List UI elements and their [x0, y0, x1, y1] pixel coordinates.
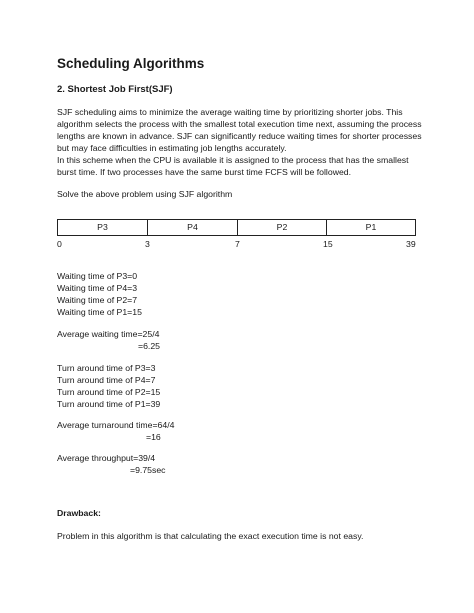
gantt-chart — [57, 219, 416, 236]
turnaround-time-line: Turn around time of P3=3 — [57, 363, 156, 373]
waiting-time-line: Waiting time of P1=15 — [57, 307, 142, 317]
paragraph-line: lengths are known in advance. SJF can significantly reduce waiting times for shorter processes — [57, 131, 422, 141]
average-waiting-result: =6.25 — [138, 341, 160, 351]
paragraph-line: but may face difficulties in estimating job lengths accurately. — [57, 143, 287, 153]
drawback-heading: Drawback: — [57, 508, 101, 518]
gantt-time-label: 15 — [323, 239, 333, 249]
paragraph-line: SJF scheduling aims to minimize the average waiting time by prioritizing shorter jobs. This — [57, 107, 403, 117]
average-turnaround-result: =16 — [146, 432, 161, 442]
document-title: Scheduling Algorithms — [57, 56, 205, 71]
paragraph-line: algorithm selects the process with the smallest total execution time next, assuming the process — [57, 119, 422, 129]
gantt-time-label: 3 — [145, 239, 150, 249]
average-waiting-time: Average waiting time=25/4 — [57, 329, 160, 339]
gantt-time-label: 7 — [235, 239, 240, 249]
waiting-time-line: Waiting time of P4=3 — [57, 283, 138, 293]
waiting-time-line: Waiting time of P2=7 — [57, 295, 138, 305]
average-turnaround-time: Average turnaround time=64/4 — [57, 420, 175, 430]
drawback-text: Problem in this algorithm is that calculating the exact execution time is not easy. — [57, 531, 364, 541]
gantt-time-label: 0 — [57, 239, 62, 249]
gantt-cell-p2: P2 — [238, 220, 327, 235]
gantt-cell-p4: P4 — [148, 220, 238, 235]
section-heading: 2. Shortest Job First(SJF) — [57, 84, 173, 95]
instruction-text: Solve the above problem using SJF algorithm — [57, 189, 233, 199]
turnaround-time-line: Turn around time of P2=15 — [57, 387, 161, 397]
turnaround-time-line: Turn around time of P4=7 — [57, 375, 156, 385]
paragraph-line: burst time. If two processes have the same burst time FCFS will be followed. — [57, 167, 352, 177]
gantt-cell-p3: P3 — [58, 220, 148, 235]
turnaround-time-line: Turn around time of P1=39 — [57, 399, 161, 409]
gantt-cell-p1: P1 — [365, 222, 377, 232]
waiting-time-line: Waiting time of P3=0 — [57, 271, 138, 281]
average-throughput: Average throughput=39/4 — [57, 453, 156, 463]
average-throughput-result: =9.75sec — [130, 465, 166, 475]
paragraph-line: In this scheme when the CPU is available it is assigned to the process that has the smallest — [57, 155, 409, 165]
gantt-time-label: 39 — [406, 239, 416, 249]
